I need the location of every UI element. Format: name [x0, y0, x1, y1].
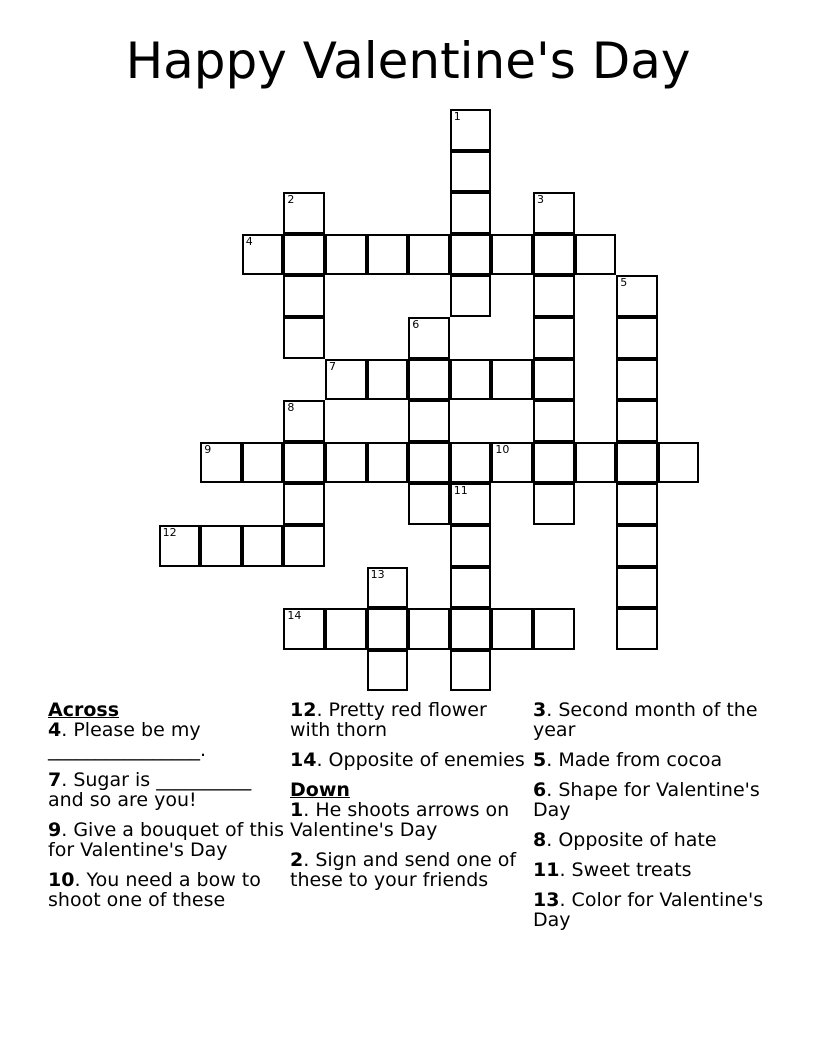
clue-item: 9. Give a bouquet of this for Valentine's Day — [48, 819, 285, 861]
grid-cell[interactable] — [450, 109, 492, 151]
grid-cell[interactable] — [159, 525, 201, 567]
grid-cell[interactable] — [616, 317, 658, 359]
clue-text: Opposite of hate — [558, 829, 717, 851]
grid-cell[interactable] — [533, 442, 575, 484]
grid-cell[interactable] — [200, 525, 242, 567]
cell-number: 14 — [287, 609, 302, 623]
grid-cell[interactable] — [533, 400, 575, 442]
clue-number: 8 — [533, 829, 547, 851]
clue-number: 10 — [48, 869, 75, 891]
grid-cell[interactable] — [450, 192, 492, 234]
cell-number: 6 — [412, 318, 420, 331]
clue-item: 10. You need a bow to shoot one of these — [48, 869, 261, 911]
grid-cell[interactable] — [616, 359, 658, 401]
clue-item: 1. He shoots arrows on Valentine's Day — [290, 799, 510, 841]
clue-number: 4 — [48, 719, 62, 741]
clue-text-end: . — [200, 739, 207, 761]
clue-text: You need a bow to shoot one of these — [48, 869, 261, 911]
clue-number: 5 — [533, 749, 547, 771]
grid-cell[interactable] — [367, 650, 409, 692]
grid-cell[interactable] — [408, 400, 450, 442]
clue-text: Sign and send one of these to your friends — [290, 849, 517, 891]
grid-cell[interactable] — [283, 483, 325, 525]
grid-cell[interactable] — [533, 483, 575, 525]
grid-cell[interactable] — [533, 317, 575, 359]
clue-item: 5. Made from cocoa — [533, 749, 723, 771]
grid-cell[interactable] — [616, 567, 658, 609]
clue-number: 3 — [533, 699, 547, 721]
cell-number: 12 — [162, 526, 177, 539]
grid-cell[interactable] — [450, 275, 492, 317]
clue-text: He shoots arrows on Valentine's Day — [290, 799, 510, 841]
clue-column-3 — [533, 700, 773, 940]
clue-item: 13. Color for Valentine's Day — [533, 889, 764, 931]
grid-cell[interactable] — [200, 442, 242, 484]
grid-cell[interactable] — [450, 650, 492, 692]
clue-item: 8. Opposite of hate — [533, 829, 717, 851]
grid-cell[interactable] — [450, 483, 492, 525]
cell-number: 13 — [370, 567, 385, 581]
cell-number: 10 — [495, 442, 510, 456]
grid-cell[interactable] — [242, 234, 284, 276]
grid-cell[interactable] — [450, 525, 492, 567]
clue-text: Second month of the year — [533, 699, 758, 741]
grid-cell[interactable] — [450, 442, 492, 484]
grid-cell[interactable] — [283, 400, 325, 442]
clue-text: Shape for Valentine's Day — [533, 779, 760, 821]
grid-cell[interactable] — [616, 400, 658, 442]
answer-blank: ________________ — [48, 739, 200, 761]
cell-number: 8 — [287, 401, 295, 415]
grid-cell[interactable] — [325, 359, 367, 401]
grid-cell[interactable] — [450, 608, 492, 650]
grid-cell[interactable] — [283, 234, 325, 276]
grid-cell[interactable] — [616, 608, 658, 650]
grid-cell[interactable] — [491, 359, 533, 401]
clue-number: 6 — [533, 779, 547, 801]
grid-cell[interactable] — [408, 359, 450, 401]
grid-cell[interactable] — [616, 275, 658, 317]
clue-item: 4. Please be my ________________. — [48, 719, 207, 761]
clue-text: Color for Valentine's Day — [533, 889, 764, 931]
clue-text: Made from cocoa — [558, 749, 723, 771]
grid-cell[interactable] — [533, 192, 575, 234]
grid-cell[interactable] — [658, 442, 700, 484]
cell-number: 9 — [204, 442, 212, 456]
cell-number: 2 — [287, 193, 295, 207]
clue-item: 7. Sugar is __________ and so are you! — [48, 769, 252, 811]
grid-cell[interactable] — [242, 442, 284, 484]
clue-number: 1 — [290, 799, 304, 821]
clue-item: 14. Opposite of enemies — [290, 749, 525, 771]
grid-cell[interactable] — [242, 525, 284, 567]
grid-cell[interactable] — [450, 359, 492, 401]
grid-cell[interactable] — [575, 234, 617, 276]
clue-item: 3. Second month of the year — [533, 699, 758, 741]
grid-cell[interactable] — [367, 608, 409, 650]
grid-cell[interactable] — [325, 442, 367, 484]
across-heading: Across — [48, 699, 120, 721]
clue-text: Please be my — [73, 719, 201, 741]
grid-cell[interactable] — [367, 567, 409, 609]
grid-cell[interactable] — [283, 608, 325, 650]
clue-text: Give a bouquet of this for Valentine's Day — [48, 819, 285, 861]
grid-cell[interactable] — [575, 442, 617, 484]
grid-cell[interactable] — [283, 525, 325, 567]
grid-cell[interactable] — [491, 234, 533, 276]
grid-cell[interactable] — [367, 359, 409, 401]
cell-number: 3 — [537, 193, 544, 207]
puzzle-title: Happy Valentine's Day — [125, 32, 691, 90]
clue-column-2 — [290, 700, 530, 900]
clue-number: 9 — [48, 819, 62, 841]
grid-cell[interactable] — [367, 442, 409, 484]
grid-cell[interactable] — [325, 608, 367, 650]
grid-cell[interactable] — [283, 192, 325, 234]
clue-text-end: and so are you! — [48, 789, 197, 811]
grid-cell[interactable] — [283, 317, 325, 359]
cell-number: 4 — [245, 234, 253, 248]
grid-cell[interactable] — [325, 234, 367, 276]
grid-cell[interactable] — [616, 483, 658, 525]
clue-text: Sweet treats — [571, 859, 692, 881]
clue-item: 12. Pretty red flower with thorn — [290, 699, 487, 741]
cell-number: 5 — [620, 276, 628, 290]
grid-cell[interactable] — [283, 275, 325, 317]
cell-number: 11 — [453, 484, 468, 498]
clue-item: 11. Sweet treats — [533, 859, 692, 881]
clue-number: 13 — [533, 889, 560, 911]
grid-cell[interactable] — [367, 234, 409, 276]
grid-cell[interactable] — [533, 234, 575, 276]
grid-cell[interactable] — [616, 525, 658, 567]
clue-number: 7 — [48, 769, 62, 791]
grid-cell[interactable] — [491, 608, 533, 650]
clue-number: 14 — [290, 749, 317, 771]
grid-cell[interactable] — [408, 442, 450, 484]
clue-text: Opposite of enemies — [328, 749, 525, 771]
clue-text: Pretty red flower with thorn — [290, 699, 487, 741]
grid-cell[interactable] — [533, 608, 575, 650]
clue-number: 11 — [533, 859, 560, 881]
down-heading: Down — [290, 779, 350, 801]
clue-text: Sugar is — [73, 769, 157, 791]
grid-cell[interactable] — [450, 567, 492, 609]
answer-blank: __________ — [156, 769, 252, 791]
grid-cell[interactable] — [450, 234, 492, 276]
grid-cell[interactable] — [408, 234, 450, 276]
grid-cell[interactable] — [491, 442, 533, 484]
cell-number: 7 — [329, 359, 336, 373]
grid-cell[interactable] — [408, 317, 450, 359]
grid-cell[interactable] — [533, 359, 575, 401]
cell-number: 1 — [453, 110, 461, 123]
grid-cell[interactable] — [408, 608, 450, 650]
clue-number: 12 — [290, 699, 317, 721]
clue-number: 2 — [290, 849, 304, 871]
grid-cell[interactable] — [533, 275, 575, 317]
grid-cell[interactable] — [283, 442, 325, 484]
grid-cell[interactable] — [616, 442, 658, 484]
clue-item: 6. Shape for Valentine's Day — [533, 779, 760, 821]
grid-cell[interactable] — [450, 151, 492, 193]
clue-column-1 — [48, 700, 288, 920]
clue-item: 2. Sign and send one of these to your friends — [290, 849, 517, 891]
grid-cell[interactable] — [408, 483, 450, 525]
